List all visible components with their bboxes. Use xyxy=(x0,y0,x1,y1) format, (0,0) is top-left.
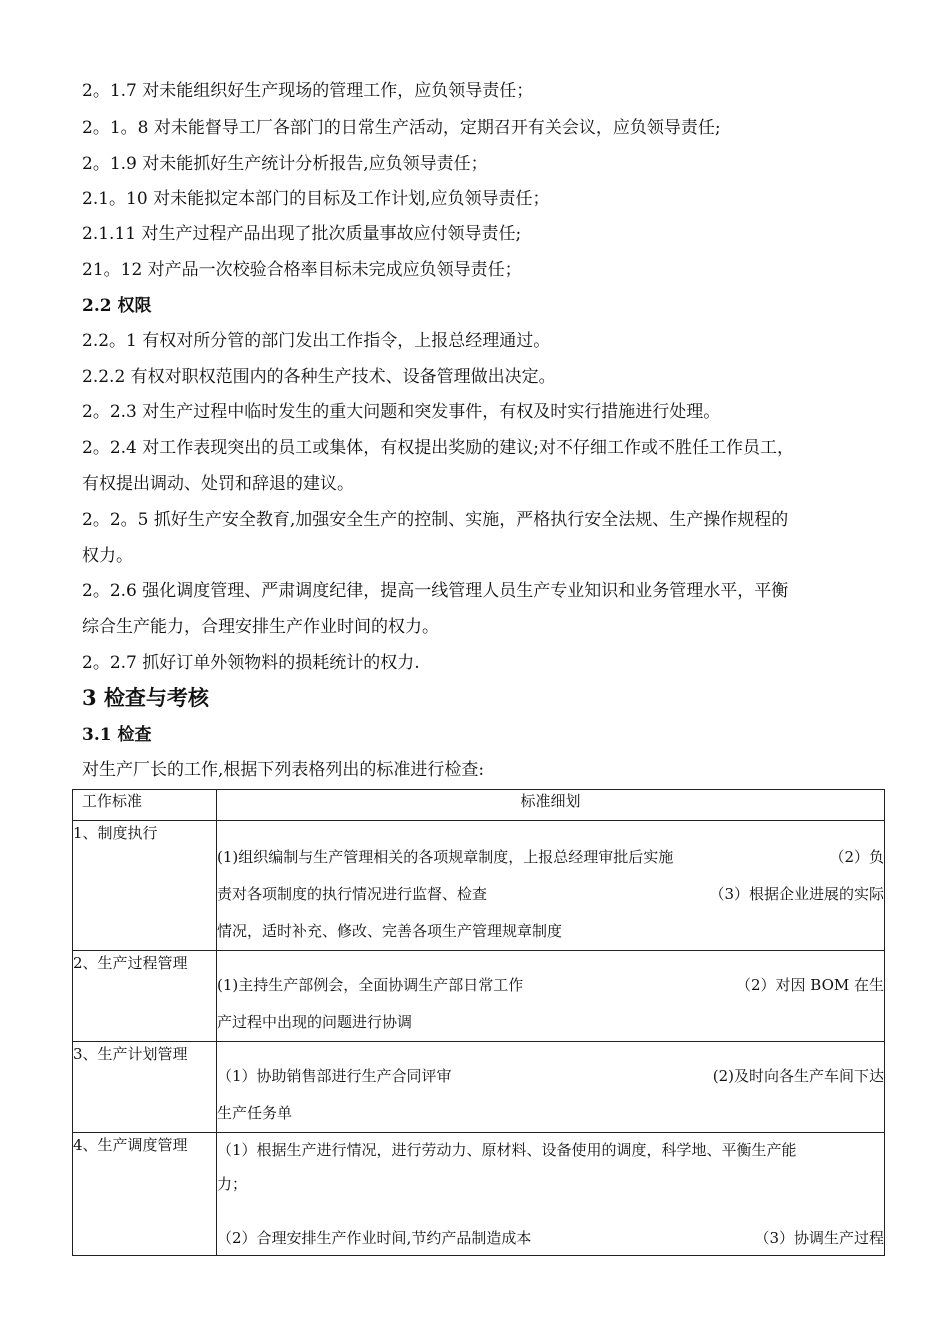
detail-text: （2）对因 BOM 在生 xyxy=(735,976,884,994)
detail-spacer xyxy=(217,1201,884,1221)
text-line-2-2-5-cont: 权力。 xyxy=(82,546,133,566)
detail-text: （2）合理安排生产作业时间,节约产品制造成本 xyxy=(217,1229,532,1247)
text-line-2-2-7: 2。2.7 抓好订单外领物料的损耗统计的权力. xyxy=(82,653,420,673)
detail-text: （1）根据生产进行情况，进行劳动力、原材料、设备使用的调度，科学地、平衡生产能 xyxy=(217,1141,797,1159)
detail-text: 力； xyxy=(217,1175,248,1193)
text-line-2-1-11: 2.1.11 对生产过程产品出现了批次质量事故应付领导责任; xyxy=(82,224,522,244)
text-line-2-2-3: 2。2.3 对生产过程中临时发生的重大问题和突发事件，有权及时实行措施进行处理。 xyxy=(82,402,721,422)
text-line-2-2-4: 2。2.4 对工作表现突出的员工或集体，有权提出奖励的建议;对不仔细工作或不胜任工作员工， xyxy=(82,438,794,458)
table-cell-detail xyxy=(217,951,885,1042)
text-line-2-1-10: 2.1。10 对未能拟定本部门的目标及工作计划,应负领导责任； xyxy=(82,189,550,209)
detail-line xyxy=(217,1004,884,1041)
detail-line xyxy=(217,876,884,913)
detail-line xyxy=(217,1221,884,1255)
table-row xyxy=(73,1042,885,1133)
table-header-standard: 工作标准 xyxy=(73,790,217,821)
check-intro-text: 对生产厂长的工作,根据下列表格列出的标准进行检查: xyxy=(82,760,485,780)
section-heading-3-1: 3.1 检查 xyxy=(82,725,152,745)
table-row xyxy=(73,821,885,951)
table-cell-detail xyxy=(217,1133,885,1256)
table-row xyxy=(73,1133,885,1256)
detail-text: 生产任务单 xyxy=(217,1104,293,1122)
text-line-2-2-1: 2.2。1 有权对所分管的部门发出工作指令，上报总经理通过。 xyxy=(82,331,551,351)
detail-text: 责对各项制度的执行情况进行监督、检查 xyxy=(217,885,488,903)
detail-text: 情况，适时补充、修改、完善各项生产管理规章制度 xyxy=(217,922,563,940)
section-heading-3: 3 检查与考核 xyxy=(82,685,209,710)
detail-line xyxy=(217,1133,884,1167)
table-cell-detail xyxy=(217,821,885,951)
detail-line xyxy=(217,967,884,1004)
text-line-2-1-7: 2。1.7 对未能组织好生产现场的管理工作，应负领导责任； xyxy=(82,81,534,101)
text-line-2-2-4-cont: 有权提出调动、处罚和辞退的建议。 xyxy=(82,474,354,494)
text-line-2-1-12: 21。12 对产品一次校验合格率目标未完成应负领导责任； xyxy=(82,260,522,280)
detail-line xyxy=(217,1095,884,1132)
table-cell-standard: 1、制度执行 xyxy=(73,821,217,951)
table-cell-standard: 3、生产计划管理 xyxy=(73,1042,217,1133)
detail-line xyxy=(217,1167,884,1201)
detail-line xyxy=(217,1058,884,1095)
table-cell-detail xyxy=(217,1042,885,1133)
table-header-row xyxy=(73,790,885,821)
table-cell-standard: 4、生产调度管理 xyxy=(73,1133,217,1256)
inspection-standards-table xyxy=(72,789,885,1256)
detail-text: (1)主持生产部例会，全面协调生产部日常工作 xyxy=(217,976,524,994)
section-heading-2-2: 2.2 权限 xyxy=(82,296,152,316)
text-line-2-2-6-cont: 综合生产能力，合理安排生产作业时间的权力。 xyxy=(82,617,439,637)
detail-text: （2）负 xyxy=(829,848,884,866)
table-cell-standard: 2、生产过程管理 xyxy=(73,951,217,1042)
detail-text: （3）协调生产过程 xyxy=(754,1229,884,1247)
detail-text: 产过程中出现的问题进行协调 xyxy=(217,1013,413,1031)
text-line-2-2-6: 2。2.6 强化调度管理、严肃调度纪律，提高一线管理人员生产专业知识和业务管理水平，平衡 xyxy=(82,581,789,601)
detail-line xyxy=(217,839,884,876)
text-line-2-1-9: 2。1.9 对未能抓好生产统计分析报告,应负领导责任； xyxy=(82,154,488,174)
detail-line xyxy=(217,913,884,950)
detail-text: (2)及时向各生产车间下达 xyxy=(712,1067,884,1085)
detail-text: （1）协助销售部进行生产合同评审 xyxy=(217,1067,452,1085)
text-line-2-2-2: 2.2.2 有权对职权范围内的各种生产技术、设备管理做出决定。 xyxy=(82,367,556,387)
table-row xyxy=(73,951,885,1042)
table-header-detail: 标准细划 xyxy=(217,790,885,821)
text-line-2-1-8: 2。1。8 对未能督导工厂各部门的日常生产活动，定期召开有关会议，应负领导责任; xyxy=(82,118,721,138)
detail-text: (1)组织编制与生产管理相关的各项规章制度，上报总经理审批后实施 xyxy=(217,848,674,866)
detail-text: （3）根据企业进展的实际 xyxy=(709,885,884,903)
text-line-2-2-5: 2。2。5 抓好生产安全教育,加强安全生产的控制、实施，严格执行安全法规、生产操作规程的 xyxy=(82,510,789,530)
